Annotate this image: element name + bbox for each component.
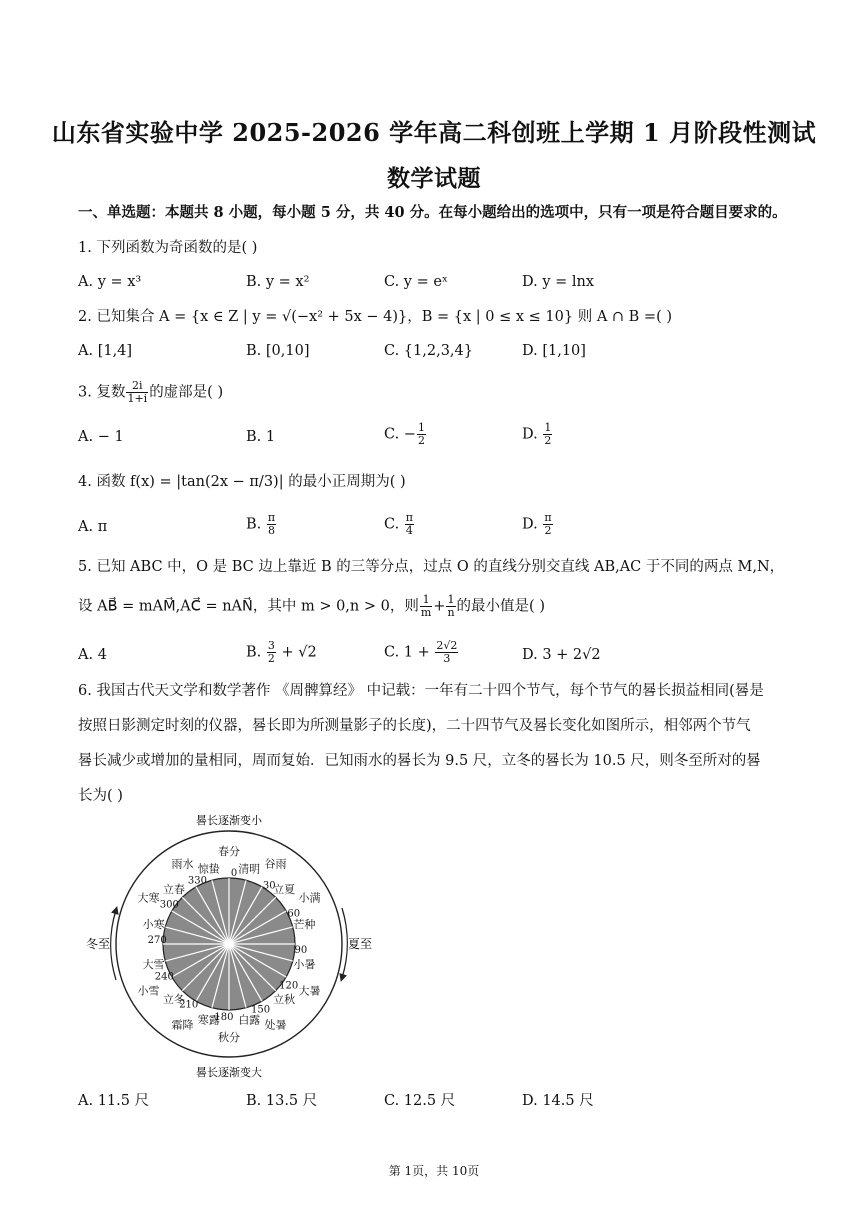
q5b-fraction [267,640,276,665]
q3-option-a: A. − 1 [78,429,124,445]
left-arrow [111,910,116,980]
q4b-label: B. [246,516,266,533]
q3d-num: 1 [544,421,552,434]
question-4-stem: 4. 函数 f(x) = |tan(2x − π/3)| 的最小正周期为( ) [78,474,406,490]
q5-option-b [246,640,317,665]
q4d-den: 2 [544,524,552,537]
solar-term-label: 立夏 [273,882,296,896]
solar-term-label: 寒露 [197,1013,220,1027]
q4b-num: π [267,511,276,524]
q5b-num: 3 [267,639,275,652]
q5-stem2-post: 的最小值是( ) [456,598,545,615]
solar-terms-diagram [80,808,380,1083]
solar-term-label: 大雪 [142,958,165,972]
degree-label: 210 [179,999,199,1011]
solar-term-label: 小雪 [137,984,160,998]
solar-term-label: 立冬 [162,993,185,1007]
q5c-fraction [435,640,458,665]
q6-option-a: A. 11.5 尺 [78,1093,150,1109]
q4b-den: 8 [267,524,275,537]
q4-option-b [246,512,277,537]
solar-term-label: 谷雨 [264,857,287,871]
spokes [163,878,295,1010]
q1-option-c: C. y = eˣ [384,274,449,290]
solar-term-label: 大寒 [137,891,160,905]
solar-term-label: 雨水 [171,857,194,871]
degree-label: 270 [147,934,167,946]
q5m-den: m [420,606,432,619]
solar-term-label: 春分 [218,845,240,858]
q3-stem-pre: 3. 复数 [78,384,126,401]
q4b-fraction [267,512,276,537]
q1-option-b: B. y = x² [246,274,310,290]
q6-option-b: B. 13.5 尺 [246,1093,318,1109]
question-2-stem: 2. 已知集合 A = {x ∈ Z | y = √(−x² + 5x − 4)}，B = {x | 0 ≤ x ≤ 10} 则 A ∩ B =( ) [78,309,673,325]
solar-term-label: 小满 [298,891,321,905]
question-6-stem-line3: 晷长减少或增加的量相同，周而复始．已知雨水的晷长为 9.5 尺，立冬的晷长为 10.5 尺，则冬至所对的晷 [78,753,761,769]
q5-stem2-pre: 设 AB⃗ = mAM⃗,AC⃗ = nAN⃗，其中 m > 0,n > 0，则 [78,598,419,615]
bottom-caption: 晷长逐渐变大 [196,1066,262,1079]
q4-option-a: A. π [78,519,108,535]
q5m-num: 1 [420,594,432,607]
q5n-num: 1 [447,593,455,606]
degree-label: 330 [187,875,207,887]
q5c-num: 2√2 [436,639,458,652]
q3-option-d [522,422,553,447]
solar-term-label: 处暑 [264,1018,287,1032]
q3-option-b: B. 1 [246,429,276,445]
q3c-fraction [417,422,426,447]
q5n-fraction [446,594,455,619]
exam-title: 山东省实验中学 2025-2026 学年高二科创班上学期 1 月阶段性测试 [51,118,817,147]
degree-label: 0 [230,868,238,880]
q4-option-d [522,512,554,537]
question-1-stem: 1. 下列函数为奇函数的是( ) [78,240,258,256]
q4c-den: 4 [405,524,413,537]
solar-term-label: 清明 [238,862,261,876]
solar-term-label: 白露 [238,1013,261,1027]
question-5-stem-line2: 设 AB⃗ = mAM⃗,AC⃗ = nAN⃗，其中 m > 0,n > 0，则 $\frac{1}{m}$ + $\frac{1}{n}$ 的最小值是( ) [78,593,545,619]
q3d-fraction [543,422,552,447]
right-caption: 夏至 [347,937,373,951]
solar-term-label: 立春 [162,882,185,896]
right-arrow [342,908,347,978]
q4c-num: π [405,511,414,524]
degree-label: 300 [159,899,179,911]
degree-label: 120 [279,980,299,992]
question-5-stem: 5. 已知 ABC 中，O 是 BC 边上靠近 B 的三等分点，过点 O 的直线分别交直线 AB,AC 于不同的两点 M,N， [78,559,785,575]
q5b-tail: + √2 [276,644,317,661]
degree-label: 150 [251,1004,271,1016]
q4d-label: D. [522,516,543,533]
solar-term-label: 大暑 [298,984,321,998]
q2-option-d: D. [1,10] [522,343,586,359]
left-caption: 冬至 [85,937,111,951]
q3d-den: 2 [544,434,552,447]
q3c-den: 2 [417,434,425,447]
degree-label: 30 [262,880,276,892]
q3d-label: D. [522,426,543,443]
degree-label: 180 [214,1011,234,1023]
top-caption: 晷长逐渐变小 [196,814,262,827]
q6-option-d: D. 14.5 尺 [522,1093,594,1109]
question-6-stem-line2: 按照日影测定时刻的仪器，晷长即为所测量影子的长度)，二十四节气及晷长变化如图所示，相邻两个节气 [78,718,751,734]
q3c-label: C. − [384,426,416,443]
solar-term-label: 惊蛰 [197,862,220,876]
q4d-fraction [543,512,552,537]
q5b-den: 2 [267,652,275,665]
q3-stem-post: 的虚部是( ) [149,384,224,401]
q6-option-c: C. 12.5 尺 [384,1093,456,1109]
q4-option-c [384,512,415,537]
q5b-label: B. [246,644,266,661]
degree-label: 60 [287,908,301,920]
q5c-den: 3 [443,652,451,665]
degree-label: 240 [154,971,174,983]
q5-option-c [384,640,459,665]
solar-term-label: 秋分 [218,1031,240,1044]
degree-label: 90 [294,945,308,957]
q4c-label: C. [384,516,404,533]
q3-option-c [384,422,427,447]
q2-option-b: B. [0,10] [246,343,310,359]
exam-subtitle: 数学试题 [387,165,481,192]
section-heading: 一、单选题：本题共 8 小题，每小题 5 分，共 40 分。在每小题给出的选项中，只有一项是符合题目要求的。 [78,204,787,221]
solar-term-label: 小寒 [142,917,165,931]
page-footer: 第 1页，共 10页 [388,1164,480,1178]
q5m-fraction [420,594,432,619]
solar-term-label: 小暑 [293,958,316,972]
q5c-label: C. 1 + [384,644,435,661]
solar-term-label: 霜降 [171,1018,194,1032]
q5n-den: n [447,606,455,619]
solar-term-label: 立秋 [273,993,296,1007]
q1-option-a: A. y = x³ [78,274,142,290]
solar-term-label: 芒种 [293,917,316,931]
q5-option-d: D. 3 + 2√2 [522,647,601,663]
question-3-stem [78,380,223,405]
question-6-stem: 6. 我国古代天文学和数学著作 《周髀算经》 中记载：一年有二十四个节气，每个节气的晷长损益相同(晷是 [78,683,764,699]
q4d-num: π [544,511,552,524]
q2-option-c: C. {1,2,3,4} [384,343,473,359]
q2-option-a: A. [1,4] [78,343,133,359]
question-6-stem-line4: 长为( ) [78,788,123,804]
q3-numerator: 2i [126,380,148,393]
q5-option-a: A. 4 [78,647,107,663]
q4c-fraction [405,512,414,537]
q3c-num: 1 [417,421,425,434]
q3-denominator: 1+i [127,392,148,405]
q1-option-d: D. y = lnx [522,274,595,290]
q3-fraction [126,380,148,405]
